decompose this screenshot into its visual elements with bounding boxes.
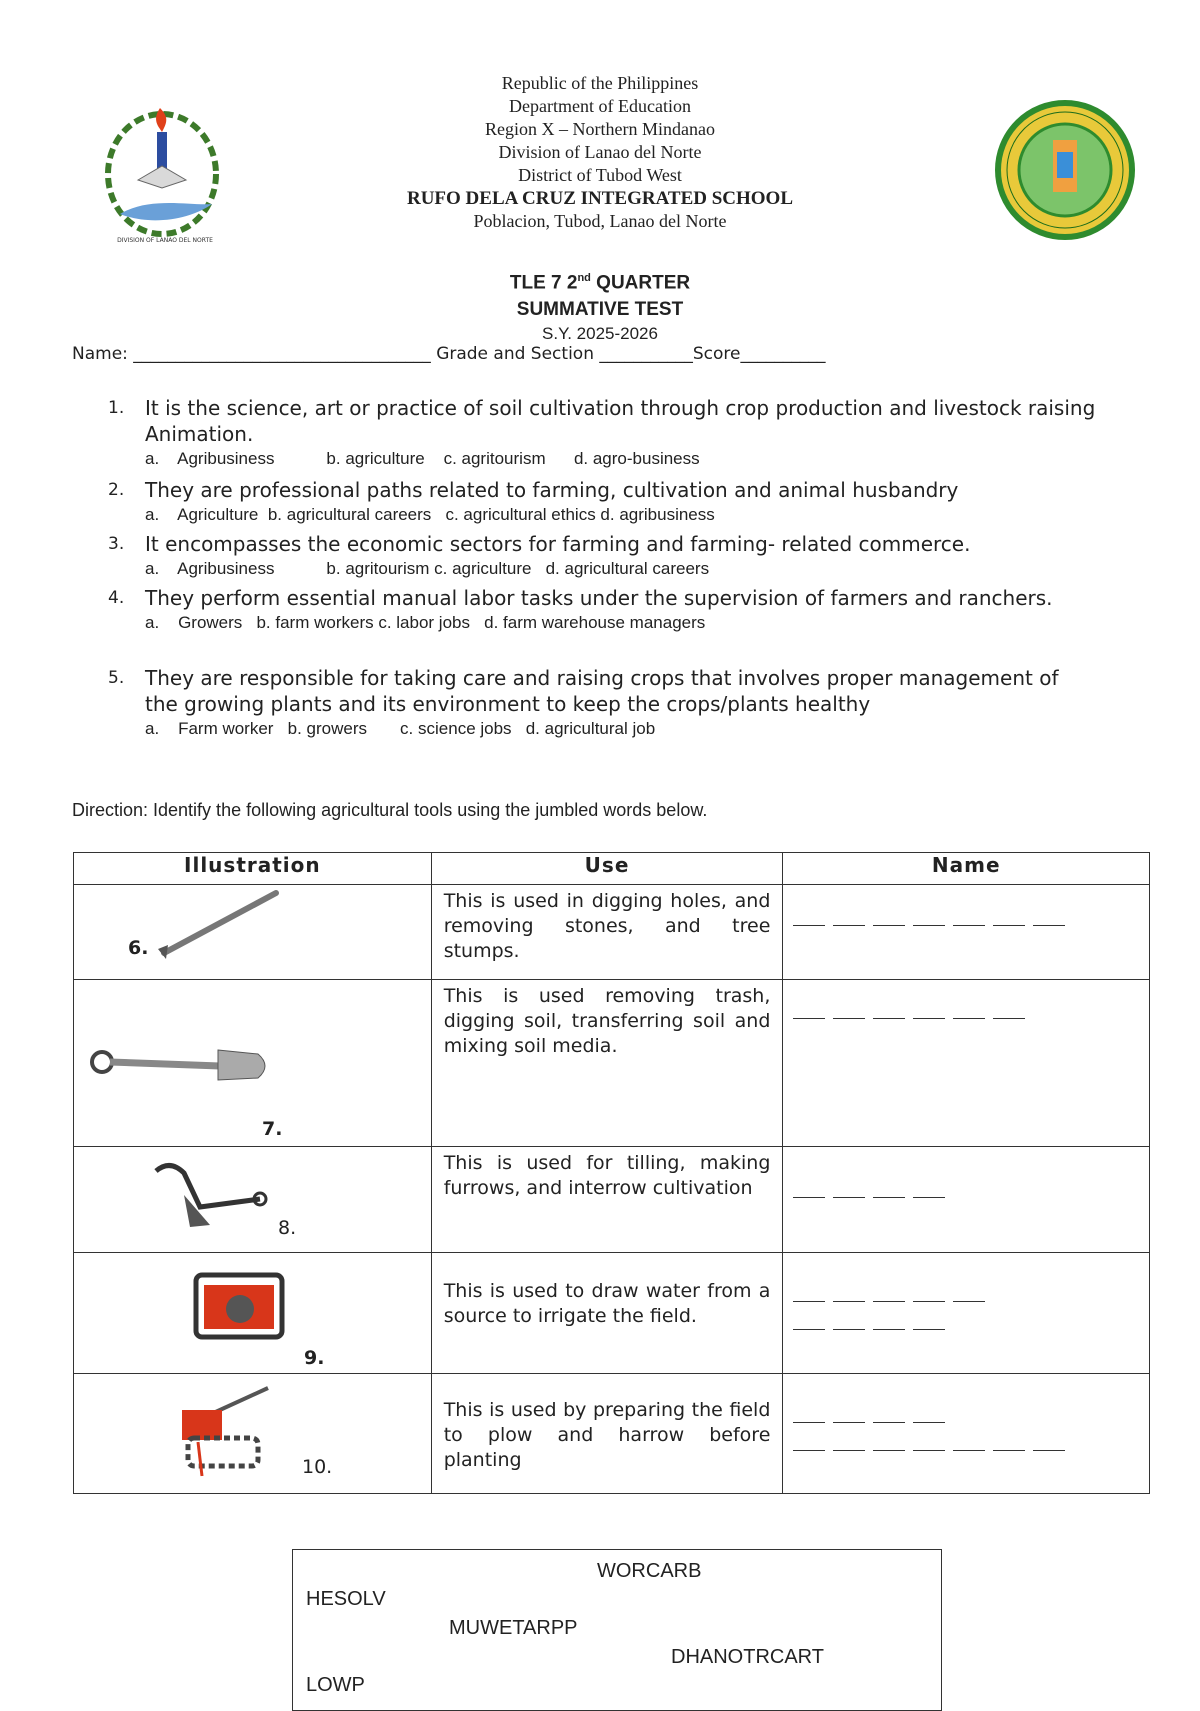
question-options: a. Agribusiness b. agritourism c. agriculture d. agricultural careers (145, 559, 710, 578)
illustration-cell (74, 1374, 432, 1494)
crowbar-icon (154, 889, 284, 965)
answer-blanks[interactable] (793, 1307, 1139, 1335)
item-number: 10. (302, 1456, 333, 1478)
question-2: 2. They are professional paths related to farming, cultivation and animal husbandry a. Agriculture b. agricultural careers c. agricultural ethics d. agribusiness (108, 477, 1128, 525)
use-cell: This is used for tilling, making furrows, and interrow cultivation (431, 1147, 783, 1253)
header-line: District of Tubod West (518, 165, 682, 185)
division-logo (100, 96, 230, 246)
answer-cell (783, 1374, 1150, 1494)
answer-blanks[interactable] (793, 1428, 1139, 1456)
answer-cell (783, 1147, 1150, 1253)
table-row (74, 885, 1150, 980)
school-name: RUFO DELA CRUZ INTEGRATED SCHOOL (406, 188, 794, 209)
table-row (74, 1374, 1150, 1494)
question-5: 5. They are responsible for taking care and raising crops that involves proper management of the growing plants and its environment to keep the crops/plants healthy a. Farm worker b. growers c. science jobs d. agricultural job (108, 665, 1068, 739)
shovel-icon (90, 1040, 270, 1094)
jumbled-word: MUWETARPP (449, 1617, 578, 1639)
answer-cell (783, 885, 1150, 980)
tools-table (73, 852, 1150, 1494)
header-line: Region X – Northern Mindanao (485, 119, 715, 139)
question-options: a. Agriculture b. agricultural careers c. agricultural ethics d. agribusiness (145, 505, 715, 524)
answer-cell (783, 1253, 1150, 1374)
question-text: They are responsible for taking care and raising crops that involves proper management of the growing plants and its environment to keep the crops/plants healthy (145, 666, 1059, 716)
question-1: 1. It is the science, art or practice of soil cultivation through crop production and livestock raising Animation. a. Agribusiness b. agriculture c. agritourism d. agro-business (108, 395, 1128, 469)
school-header (300, 72, 900, 233)
jumbled-word: LOWP (306, 1674, 365, 1696)
question-3: 3. It encompasses the economic sectors for farming and farming- related commerce. a. Agribusiness b. agritourism c. agriculture d. agricultural careers (108, 531, 1128, 579)
test-title (300, 265, 900, 345)
question-4: 4. They perform essential manual labor tasks under the supervision of farmers and ranchers. a. Growers b. farm workers c. labor jobs d. farm warehouse managers (108, 585, 1068, 633)
table-row (74, 1253, 1150, 1374)
question-text: It is the science, art or practice of soil cultivation through crop production and livestock raising Animation. (145, 396, 1096, 446)
illustration-cell (74, 980, 432, 1147)
use-cell: This is used removing trash, digging soil, transferring soil and mixing soil media. (431, 980, 783, 1147)
item-number: 7. (262, 1118, 283, 1140)
header-illustration: Illustration (74, 853, 432, 885)
answer-blanks[interactable] (793, 1400, 1139, 1428)
school-year: S.Y. 2025-2026 (542, 324, 658, 344)
answer-blanks[interactable] (793, 996, 1139, 1024)
water-pump-icon (190, 1267, 290, 1351)
title-summative: SUMMATIVE TEST (516, 299, 684, 321)
question-options: a. Agribusiness b. agriculture c. agritourism d. agro-business (145, 449, 700, 468)
direction-text: Direction: Identify the following agricultural tools using the jumbled words below. (72, 800, 708, 820)
question-text: They perform essential manual labor tasks under the supervision of farmers and ranchers. (145, 586, 1053, 610)
jumbled-word: DHANOTRCART (671, 1646, 824, 1668)
svg-text:DIVISION OF LANAO DEL NORTE: DIVISION OF LANAO DEL NORTE (117, 237, 213, 244)
school-seal (995, 100, 1135, 240)
answer-cell (783, 980, 1150, 1147)
hand-tractor-icon (168, 1380, 278, 1484)
table-row (74, 980, 1150, 1147)
table-header-row (74, 853, 1150, 885)
header-line: Republic of the Philippines (501, 73, 699, 93)
illustration-cell (74, 885, 432, 980)
name-grade-score-line: Name: ___________________________________ Grade and Section ___________Score__________ (72, 344, 826, 364)
question-text: It encompasses the economic sectors for farming and farming- related commerce. (145, 532, 971, 556)
use-cell: This is used in digging holes, and removing stones, and tree stumps. (431, 885, 783, 980)
title-quarter: TLE 7 2nd QUARTER (509, 272, 691, 294)
answer-blanks[interactable] (793, 1175, 1139, 1203)
header-name: Name (783, 853, 1150, 885)
use-cell: This is used by preparing the field to plow and harrow before planting (431, 1374, 783, 1494)
header-line: Division of Lanao del Norte (498, 142, 702, 162)
question-options: a. Growers b. farm workers c. labor jobs d. farm warehouse managers (145, 613, 706, 632)
header-use: Use (431, 853, 783, 885)
illustration-cell (74, 1253, 432, 1374)
illustration-cell (74, 1147, 432, 1253)
jumbled-word: WORCARB (597, 1560, 702, 1582)
table-row (74, 1147, 1150, 1253)
item-number: 6. (128, 937, 149, 959)
header-line: Department of Education (509, 96, 691, 116)
answer-blanks[interactable] (793, 903, 1139, 931)
item-number: 8. (278, 1217, 297, 1239)
use-cell: This is used to draw water from a source to irrigate the field. (431, 1253, 783, 1374)
question-text: They are professional paths related to farming, cultivation and animal husbandry (145, 478, 959, 502)
answer-blanks[interactable] (793, 1279, 1139, 1307)
jumbled-words-box (292, 1549, 942, 1711)
school-address: Poblacion, Tubod, Lanao del Norte (473, 211, 727, 231)
jumbled-word: HESOLV (306, 1588, 386, 1610)
plow-icon (150, 1155, 280, 1235)
question-options: a. Farm worker b. growers c. science jobs d. agricultural job (145, 719, 656, 738)
item-number: 9. (304, 1347, 325, 1369)
